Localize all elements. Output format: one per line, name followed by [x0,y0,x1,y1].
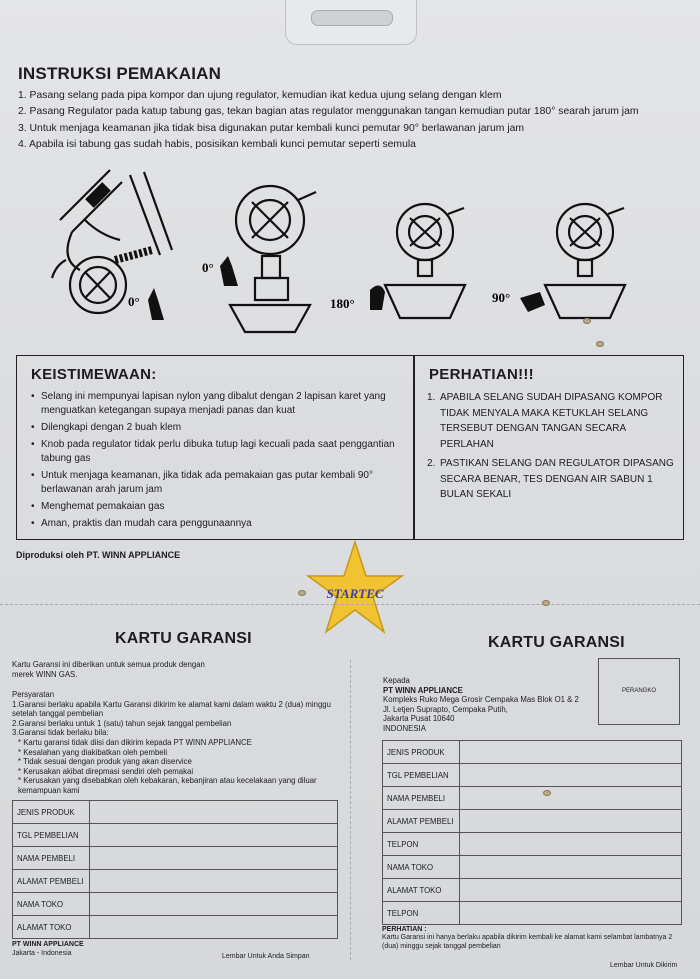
brand-name: STARTEC [326,586,384,601]
card-left-title: KARTU GARANSI [115,630,252,647]
warning-item [427,390,677,452]
tack-mark [543,790,551,796]
form-field[interactable] [460,856,682,879]
producer-line: Diproduksi oleh PT. WINN APPLIANCE [16,550,181,560]
instruction-step: 4. Apabila isi tabung gas sudah habis, posisikan kembali kunci pemutar seperti semula [18,138,416,150]
form-field[interactable] [460,810,682,833]
knob-icon [220,256,238,286]
form-row [13,893,338,916]
form-row [13,847,338,870]
card-left-company: PT WINN APPLIANCE [12,941,84,948]
form-row [13,801,338,824]
form-row [383,764,682,787]
feature-item: • Aman, praktis dan mudah cara penggunaannya [31,517,401,531]
angle-label: 0° [202,260,214,275]
warning-text: APABILA SELANG SUDAH DIPASANG KOMPOR TIDAK MENYALA MAKA KETUKLAH SELANG TERSEBUT DENGAN TANGAN SECARA PERLAHAN [440,392,663,450]
form-label: NAMA TOKO [383,856,460,879]
form-field[interactable] [460,902,682,925]
form-row [383,833,682,856]
instructions-list [18,88,639,153]
form-label: ALAMAT TOKO [383,879,460,902]
attention-title: PERHATIAN : [382,926,427,933]
feature-item: • Menghemat pemakaian gas [31,500,401,514]
term-item: * Kerusakan akibat direpmasi sendiri oleh pemakai [18,766,194,776]
angle-label: 180° [330,296,355,311]
step3-regulator-figure [385,204,465,318]
warning-number: 2. [427,458,436,469]
card-right-address [383,676,593,734]
form-field[interactable] [90,893,338,916]
stamp-box: PERANGKO [598,658,680,725]
form-field[interactable] [90,824,338,847]
form-row [383,879,682,902]
form-field[interactable] [460,787,682,810]
form-field[interactable] [460,879,682,902]
form-row [383,856,682,879]
form-label: TGL PEMBELIAN [383,764,460,787]
angle-label: 0° [128,294,140,309]
warning-item [427,456,677,503]
form-field[interactable] [460,833,682,856]
tack-mark [298,590,306,596]
warning-number: 1. [427,392,436,403]
form-label: JENIS PRODUK [13,801,90,824]
startec-logo [305,538,405,638]
form-field[interactable] [90,870,338,893]
warning-title: PERHATIAN!!! [429,366,534,383]
box-divider [413,356,415,539]
form-row [383,810,682,833]
form-field[interactable] [90,847,338,870]
term-item: 1.Garansi berlaku apabila Kartu Garansi dikirim ke alamat kami dalam waktu 2 (dua) minggu setelah tanggal pembelian [12,699,331,719]
tack-mark [596,341,604,347]
form-field[interactable] [90,916,338,939]
feature-item: • Dilengkapi dengan 2 buah klem [31,421,401,435]
hang-tab [285,0,417,45]
tack-mark [542,600,550,606]
form-label: ALAMAT PEMBELI [383,810,460,833]
angle-label: 90° [492,290,511,305]
installation-illustration [40,160,660,350]
to-label: Kepada [383,676,410,685]
instruction-step: 3. Untuk menjaga keamanan jika tidak bisa digunakan putar kembali kunci pemutar 90° berlawanan jarum jam [18,122,525,134]
form-label: JENIS PRODUK [383,741,460,764]
form-row [13,870,338,893]
term-item: * Kesalahan yang diakibatkan oleh pembeli [18,747,168,757]
terms-title: Persyaratan [12,690,55,699]
knob-icon [520,292,545,312]
tack-mark [583,318,591,324]
card-left-form [12,800,338,939]
term-item: * Kerusakan yang disebabkan oleh kebakaran, kebanjiran atau kecelakaan yang diluar kemampuan kami [18,776,317,795]
address-line: Jakarta Pusat 10640 [383,714,455,724]
card-right-note: Lembar Untuk Dikirim [610,962,678,969]
form-row [383,787,682,810]
features-list [31,390,401,534]
term-item: * Kartu garansi tidak diisi dan dikirim kepada PT WINN APPLIANCE [18,737,252,747]
form-label: NAMA PEMBELI [13,847,90,870]
info-box [16,355,684,540]
form-label: TGL PEMBELIAN [13,824,90,847]
form-row [383,741,682,764]
form-row [13,824,338,847]
card-left-intro: Kartu Garansi ini diberikan untuk semua produk dengan merek WINN GAS. [12,660,205,679]
form-label: ALAMAT TOKO [13,916,90,939]
term-item: 2.Garansi berlaku untuk 1 (satu) tahun sejak tanggal pembelian [12,718,232,728]
card-right-title: KARTU GARANSI [488,634,625,651]
instruction-step: 2. Pasang Regulator pada katup tabung gas, tekan bagian atas regulator menggunakan tangan kemudian putar 180° searah jarum jam [18,106,639,118]
form-label: NAMA TOKO [13,893,90,916]
warning-text: PASTIKAN SELANG DAN REGULATOR DIPASANG SECARA BENAR, TES DENGAN AIR SABUN 1 BULAN SEKALI [440,458,674,500]
form-field[interactable] [90,801,338,824]
form-label: ALAMAT PEMBELI [13,870,90,893]
step2-regulator-figure [230,186,316,332]
knob-icon [148,288,164,320]
address-line: Kompleks Ruko Mega Grosir Cempaka Mas Blok O1 & 2 [383,695,579,705]
form-field[interactable] [460,764,682,787]
term-item: * Tidak sesuai dengan produk yang akan diservice [18,757,192,767]
recipient-company: PT WINN APPLIANCE [383,685,463,695]
feature-item: • Selang ini mempunyai lapisan nylon yang dibalut dengan 2 lapisan karet yang menguatkan ketegangan supaya menjadi panas dan kuat [31,390,401,418]
card-right-form [382,740,682,925]
instructions-title: INSTRUKSI PEMAKAIAN [18,64,222,83]
features-title: KEISTIMEWAAN: [31,366,157,383]
card-left-terms [12,690,342,796]
cut-line [0,604,700,605]
instruction-step: 1. Pasang selang pada pipa kompor dan ujung regulator, kemudian ikat kedua ujung selang dengan klem [18,90,502,101]
card-separator [350,660,351,960]
step4-regulator-figure [545,204,625,318]
form-row [13,916,338,939]
form-field[interactable] [460,741,682,764]
card-left-note: Lembar Untuk Anda Simpan [222,953,310,960]
rotate-arrow-icon [370,285,385,310]
attention-text: Kartu Garansi ini hanya berlaku apabila dikirim kembali ke alamat kami selambat lambatnya 2 (dua) minggu sejak tanggal pembelian [382,934,673,950]
term-item: 3.Garansi tidak berlaku bila: [12,728,109,738]
address-line: INDONESIA [383,723,426,733]
card-left-city: Jakarta - Indonesia [12,950,72,957]
hang-slot [311,10,393,26]
form-label: TELPON [383,833,460,856]
feature-item: • Knob pada regulator tidak perlu dibuka tutup lagi kecuali pada saat penggantian tabung gas [31,438,401,466]
form-row [383,902,682,925]
form-label: TELPON [383,902,460,925]
form-label: NAMA PEMBELI [383,787,460,810]
address-line: Jl. Letjen Suprapto, Cempaka Putih, [383,704,508,714]
feature-item: • Untuk menjaga keamanan, jika tidak ada pemakaian gas putar kembali 90° berlawanan arah jarum jam [31,469,401,497]
warning-list [427,390,677,507]
